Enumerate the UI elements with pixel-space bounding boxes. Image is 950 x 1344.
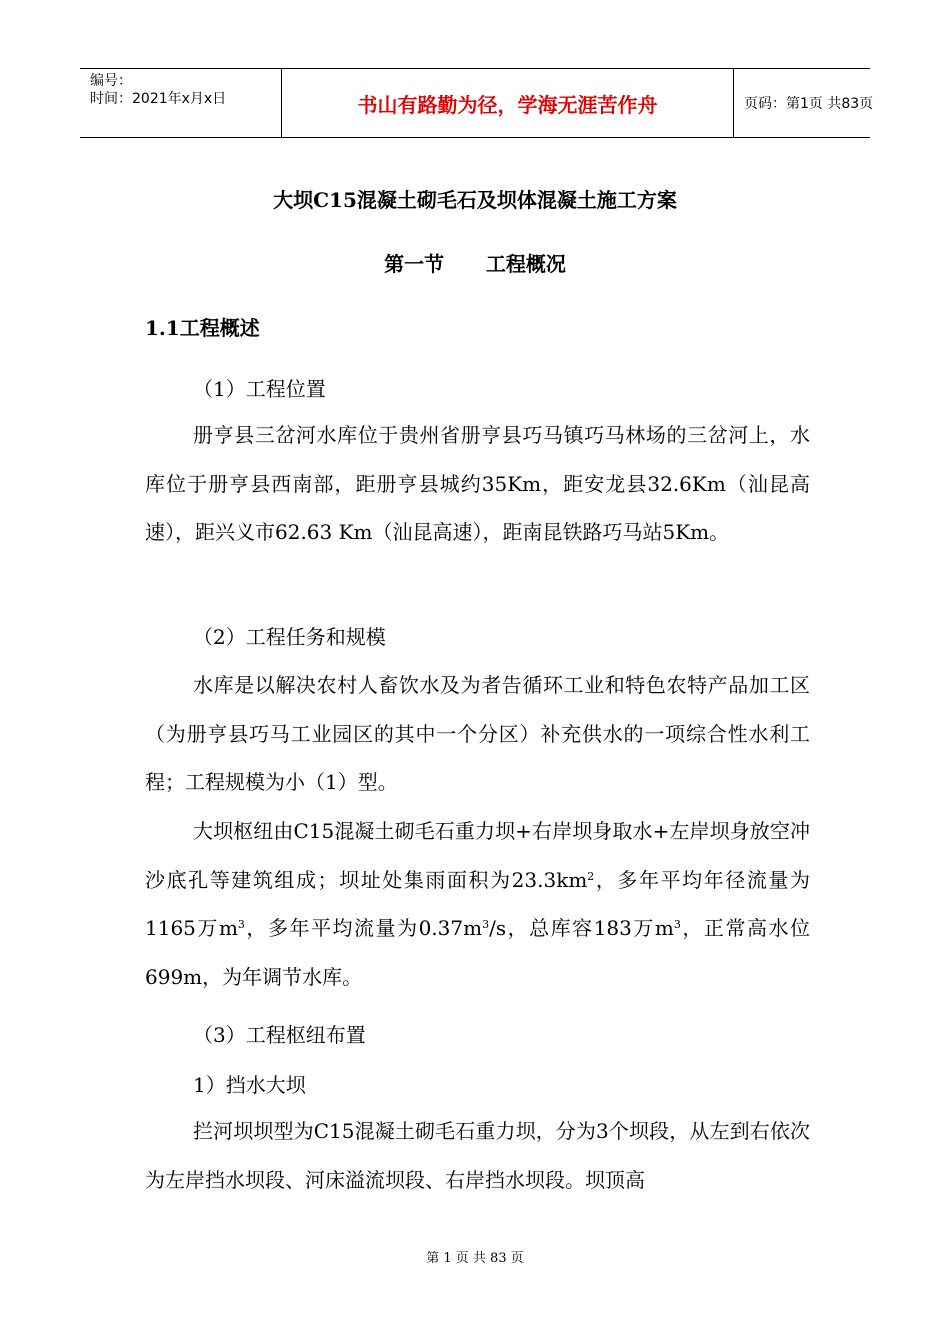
header-table (80, 68, 874, 138)
layout-heading: （3）工程枢纽布置 (193, 1023, 366, 1047)
dam-text: 拦河坝坝型为C15混凝土砌毛石重力坝，分为3个坝段，从左到右依次为左岸挡水坝段、河床溢流坝段、右岸挡水坝段。坝顶高 (145, 1119, 810, 1192)
hub-text-3: ，多年平均流量为0.37m (244, 916, 483, 940)
location-paragraph (145, 411, 810, 557)
hub-sup-3: 3 (482, 918, 490, 931)
document-title: 大坝C15混凝土砌毛石及坝体混凝土施工方案 (273, 188, 677, 212)
hub-sup-1: 2 (587, 869, 595, 883)
hub-paragraph (145, 807, 810, 1001)
page-footer: 第 1 页 共 83 页 (426, 1251, 524, 1266)
location-heading: （1）工程位置 (193, 377, 326, 401)
header-meta (80, 69, 282, 137)
dam-heading: 1）挡水大坝 (193, 1073, 306, 1097)
hub-text-2: ，多年平均年径流量为1165万m (145, 867, 810, 940)
section-title: 1.1工程概述 (145, 316, 260, 340)
task-text: 水库是以解决农村人畜饮水及为者告循环工业和特色农特产品加工区（为册亨县巧马工业园区的其中一个分区）补充供水的一项综合性水利工程；工程规模为小（1）型。 (145, 673, 810, 794)
chapter-title: 第一节 工程概况 (384, 252, 566, 276)
task-heading: （2）工程任务和规模 (193, 625, 386, 649)
hub-sup-4: 3 (673, 918, 681, 931)
header-page-info: 页码：第1页 共83页 (744, 96, 874, 112)
time-label: 时间：2021年x月x日 (90, 91, 227, 107)
location-text: 册亨县三岔河水库位于贵州省册亨县巧马镇巧马林场的三岔河上，水库位于册亨县西南部，距册亨县城约35Km，距安龙县32.6Km（汕昆高速），距兴义市62.63 Km（汕昆高速），距南昆铁路巧马站5Km。 (145, 423, 810, 544)
dam-paragraph (145, 1107, 810, 1204)
number-label: 编号： (90, 73, 132, 89)
hub-sup-2: 3 (237, 918, 245, 931)
hub-text-1: 大坝枢纽由C15混凝土砌毛石重力坝+右岸坝身取水+左岸坝身放空冲沙底孔等建筑组成；坝址处集雨面积为23.3km (145, 819, 810, 892)
hub-text-5: ，正常高水位699m，为年调节水库。 (145, 916, 811, 989)
header-motto: 书山有路勤为径，学海无涯苦作舟 (282, 69, 734, 137)
task-paragraph (145, 661, 810, 807)
hub-text-4: /s，总库容183万m (489, 916, 674, 940)
